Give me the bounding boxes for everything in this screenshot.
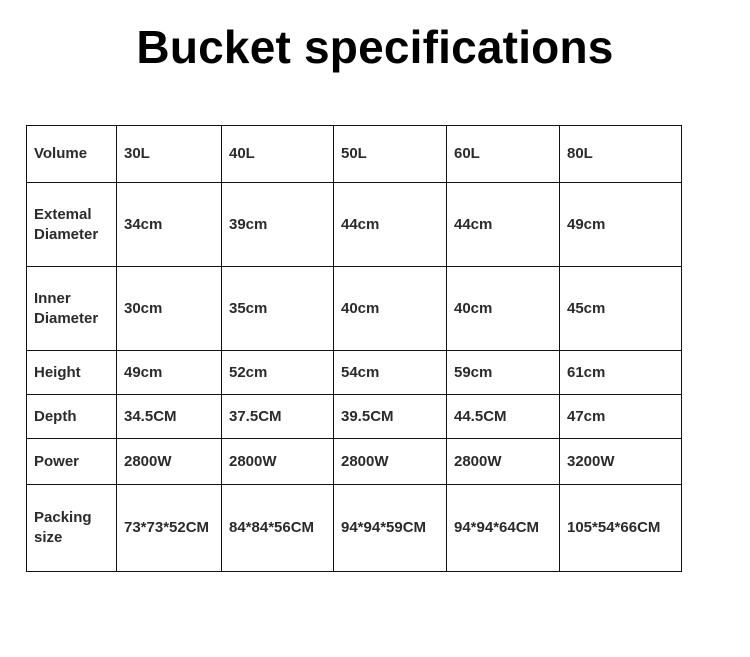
row-label-inner-diameter: Inner Diameter bbox=[27, 267, 117, 351]
table-row-inner-diameter bbox=[27, 267, 682, 351]
table-cell: 3200W bbox=[560, 439, 682, 485]
table-cell: 30cm bbox=[117, 267, 222, 351]
table-cell: 50L bbox=[334, 126, 447, 183]
table-cell: 54cm bbox=[334, 351, 447, 395]
table-cell: 2800W bbox=[447, 439, 560, 485]
row-label-external-diameter: Extemal Diameter bbox=[27, 183, 117, 267]
table-cell: 40L bbox=[222, 126, 334, 183]
table-cell: 60L bbox=[447, 126, 560, 183]
table-cell: 52cm bbox=[222, 351, 334, 395]
table-row-depth bbox=[27, 395, 682, 439]
page-title: Bucket specifications bbox=[136, 21, 614, 73]
table-cell: 59cm bbox=[447, 351, 560, 395]
table-cell: 49cm bbox=[117, 351, 222, 395]
table-cell: 39.5CM bbox=[334, 395, 447, 439]
table-cell: 40cm bbox=[447, 267, 560, 351]
row-label-packing-size: Packing size bbox=[27, 485, 117, 572]
spec-table bbox=[26, 125, 682, 572]
table-cell: 94*94*59CM bbox=[334, 485, 447, 572]
table-cell: 34.5CM bbox=[117, 395, 222, 439]
table-cell: 2800W bbox=[222, 439, 334, 485]
table-cell: 39cm bbox=[222, 183, 334, 267]
table-cell: 84*84*56CM bbox=[222, 485, 334, 572]
table-row-volume bbox=[27, 126, 682, 183]
table-cell: 80L bbox=[560, 126, 682, 183]
table-cell: 49cm bbox=[560, 183, 682, 267]
table-cell: 105*54*66CM bbox=[560, 485, 682, 572]
table-cell: 2800W bbox=[334, 439, 447, 485]
table-cell: 34cm bbox=[117, 183, 222, 267]
table-cell: 44cm bbox=[334, 183, 447, 267]
table-cell: 45cm bbox=[560, 267, 682, 351]
table-cell: 2800W bbox=[117, 439, 222, 485]
table-cell: 35cm bbox=[222, 267, 334, 351]
table-cell: 44cm bbox=[447, 183, 560, 267]
table-cell: 61cm bbox=[560, 351, 682, 395]
table-cell: 37.5CM bbox=[222, 395, 334, 439]
table-cell: 30L bbox=[117, 126, 222, 183]
table-cell: 94*94*64CM bbox=[447, 485, 560, 572]
table-cell: 44.5CM bbox=[447, 395, 560, 439]
row-label-depth: Depth bbox=[27, 395, 117, 439]
row-label-height: Height bbox=[27, 351, 117, 395]
table-row-power bbox=[27, 439, 682, 485]
table-row-height bbox=[27, 351, 682, 395]
row-label-volume: Volume bbox=[27, 126, 117, 183]
table-cell: 40cm bbox=[334, 267, 447, 351]
row-label-power: Power bbox=[27, 439, 117, 485]
table-row-external-diameter bbox=[27, 183, 682, 267]
table-cell: 47cm bbox=[560, 395, 682, 439]
table-cell: 73*73*52CM bbox=[117, 485, 222, 572]
table-row-packing-size bbox=[27, 485, 682, 572]
